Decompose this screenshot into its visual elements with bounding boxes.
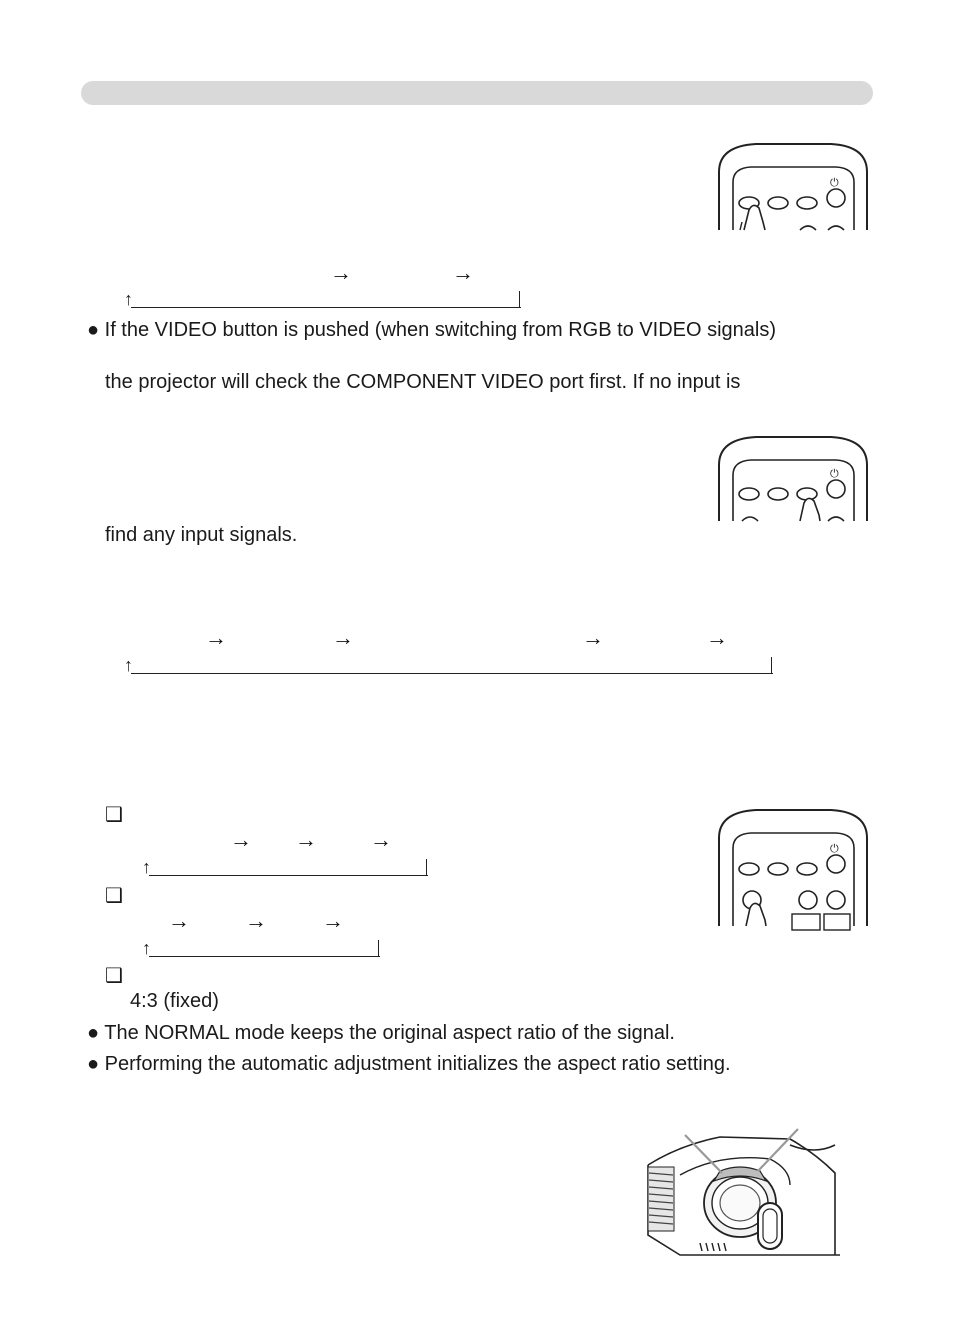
return-arrow: ↑: [142, 938, 151, 958]
power-icon: ⏻: [830, 467, 839, 480]
return-arrow: ↑: [142, 857, 151, 877]
remote-control-aspect-button-icon: [716, 808, 870, 928]
return-arrow: ↑: [124, 655, 133, 675]
return-arrow: ↑: [124, 289, 133, 309]
power-icon: ⏻: [830, 176, 839, 189]
bullet-normal-mode: ● The NORMAL mode keeps the original aspect ratio of the signal.: [87, 1022, 675, 1044]
flow-arrow: →: [370, 827, 392, 852]
bullet-video-button: ● If the VIDEO button is pushed (when switching from RGB to VIDEO signals): [87, 319, 777, 341]
flow-arrow: →: [245, 908, 267, 933]
cycle-line-end: [771, 657, 772, 674]
cycle-line-end: [378, 940, 379, 957]
flow-arrow: →: [205, 625, 227, 650]
option-bullet: ❑: [105, 804, 123, 826]
flow-arrow: →: [332, 625, 354, 650]
remote-control-input-button-icon: [716, 142, 870, 232]
cycle-line: [149, 956, 380, 957]
bullet-auto-adjust: ● Performing the automatic adjustment initializes the aspect ratio setting.: [87, 1053, 731, 1075]
flow-arrow: →: [706, 625, 728, 650]
option-bullet: ❑: [105, 885, 123, 907]
flow-arrow: →: [582, 625, 604, 650]
find-signals-text: find any input signals.: [105, 524, 298, 546]
flow-arrow: →: [230, 827, 252, 852]
cycle-line: [131, 307, 521, 308]
flow-arrow: →: [330, 260, 352, 285]
flow-arrow: →: [322, 908, 344, 933]
flow-arrow: →: [452, 260, 474, 285]
power-icon: ⏻: [830, 842, 839, 855]
cycle-line-end: [426, 859, 427, 876]
projector-lens-icon: [640, 1125, 840, 1257]
aspect-fixed-label: 4:3 (fixed): [130, 990, 219, 1012]
cycle-line: [149, 875, 428, 876]
remote-control-video-button-icon: [716, 435, 870, 523]
cycle-line: [131, 673, 773, 674]
flow-arrow: →: [168, 908, 190, 933]
flow-arrow: →: [295, 827, 317, 852]
option-bullet: ❑: [105, 965, 123, 987]
cycle-line-end: [519, 291, 520, 308]
bullet-video-button-cont: the projector will check the COMPONENT VIDEO port first. If no input is: [105, 371, 741, 393]
section-header-bar: [81, 81, 873, 105]
